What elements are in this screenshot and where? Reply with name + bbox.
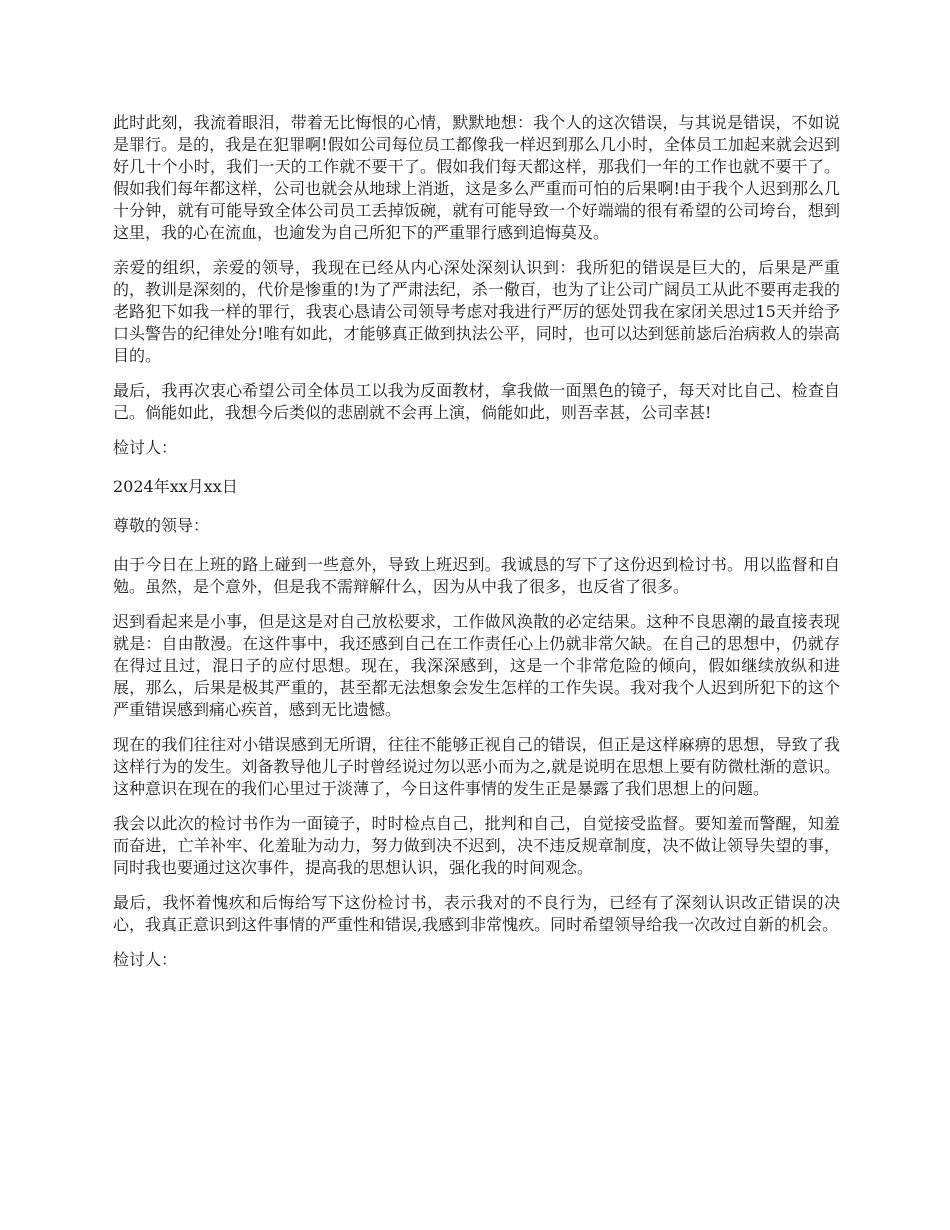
paragraph-acknowledgement: 亲爱的组织，亲爱的领导，我现在已经从内心深处深刻认识到：我所犯的错误是巨大的，后果是严重的，教训是深刻的，代价是惨重的!为了严肃法纪，杀一儆百，也为了让公司广阔员工从此不要再走我的老路犯下如我一样的罪行，我衷心恳请公司领导考虑对我进行严厉的惩处罚我在家闭关思过15天并给予口头警告的纪律处分!唯有如此，才能够真正做到执法公平，同时，也可以达到惩前毖后治病救人的崇高目的。 bbox=[113, 258, 840, 365]
paragraph-final-request: 最后，我怀着愧疚和后悔给写下这份检讨书，表示我对的不良行为，已经有了深刻认识改正错误的决心，我真正意识到这件事情的严重性和错误,我感到非常愧疚。同时希望领导给我一次改过自新的机会。 bbox=[113, 893, 840, 934]
salutation: 尊敬的领导： bbox=[113, 516, 210, 535]
paragraph-commitment: 我会以此次的检讨书作为一面镜子，时时检点自己，批判和自己，自觉接受监督。要知羞而警醒，知羞而奋进，亡羊补牢、化羞耻为动力，努力做到决不迟到，决不违反规章制度，决不做让领导失望的事，同时我也要通过这次事件，提高我的思想认识，强化我的时间观念。 bbox=[113, 814, 840, 877]
paragraph-late-reason: 由于今日在上班的路上碰到一些意外，导致上班迟到。我诚恳的写下了这份迟到检讨书。用以监督和自勉。虽然，是个意外，但是我不需辩解什么，因为从中我了很多，也反省了很多。 bbox=[113, 555, 840, 596]
signature-label-2: 检讨人： bbox=[113, 950, 178, 969]
signature-label: 检讨人： bbox=[113, 438, 178, 457]
date-line: 2024年xx月xx日 bbox=[113, 477, 238, 496]
paragraph-small-mistakes: 现在的我们往往对小错误感到无所谓，往往不能够正视自己的错误，但正是这样麻痹的思想，导致了我这样行为的发生。刘备教导他儿子时曾经说过勿以恶小而为之,就是说明在思想上要有防微杜渐的意识。这种意识在现在的我们心里过于淡薄了，今日这件事情的发生正是暴露了我们思想上的问题。 bbox=[113, 735, 840, 798]
paragraph-attitude: 迟到看起来是小事，但是这是对自己放松要求，工作做风涣散的必定结果。这种不良思潮的最直接表现就是：自由散漫。在这件事中，我还感到自己在工作责任心上仍就非常欠缺。在自己的思想中，仍就存在得过且过，混日子的应付思想。现在，我深深感到，这是一个非常危险的倾向，假如继续放纵和进展，那么，后果是极其严重的，甚至都无法想象会发生怎样的工作失误。我对我个人迟到所犯下的这个严重错误感到痛心疾首，感到无比遗憾。 bbox=[113, 612, 840, 719]
paragraph-reflection: 此时此刻，我流着眼泪，带着无比悔恨的心情，默默地想：我个人的这次错误，与其说是错误，不如说是罪行。是的，我是在犯罪啊!假如公司每位员工都像我一样迟到那么几小时，全体员工加起来就会迟到好几十个小时，我们一天的工作就不要干了。假如我们每天都这样，那我们一年的工作也就不要干了。假如我们每年都这样，公司也就会从地球上消逝，这是多么严重而可怕的后果啊!由于我个人迟到那么几十分钟，就有可能导致全体公司员工丢掉饭碗，就有可能导致一个好端端的很有希望的公司垮台，想到这里，我的心在流血，也逾发为自己所犯下的严重罪行感到追悔莫及。 bbox=[113, 113, 840, 242]
paragraph-closing-hope: 最后，我再次衷心希望公司全体员工以我为反面教材，拿我做一面黑色的镜子，每天对比自己、检查自己。倘能如此，我想今后类似的悲剧就不会再上演，倘能如此，则吾幸甚，公司幸甚! bbox=[113, 381, 840, 422]
document-body bbox=[113, 112, 840, 988]
